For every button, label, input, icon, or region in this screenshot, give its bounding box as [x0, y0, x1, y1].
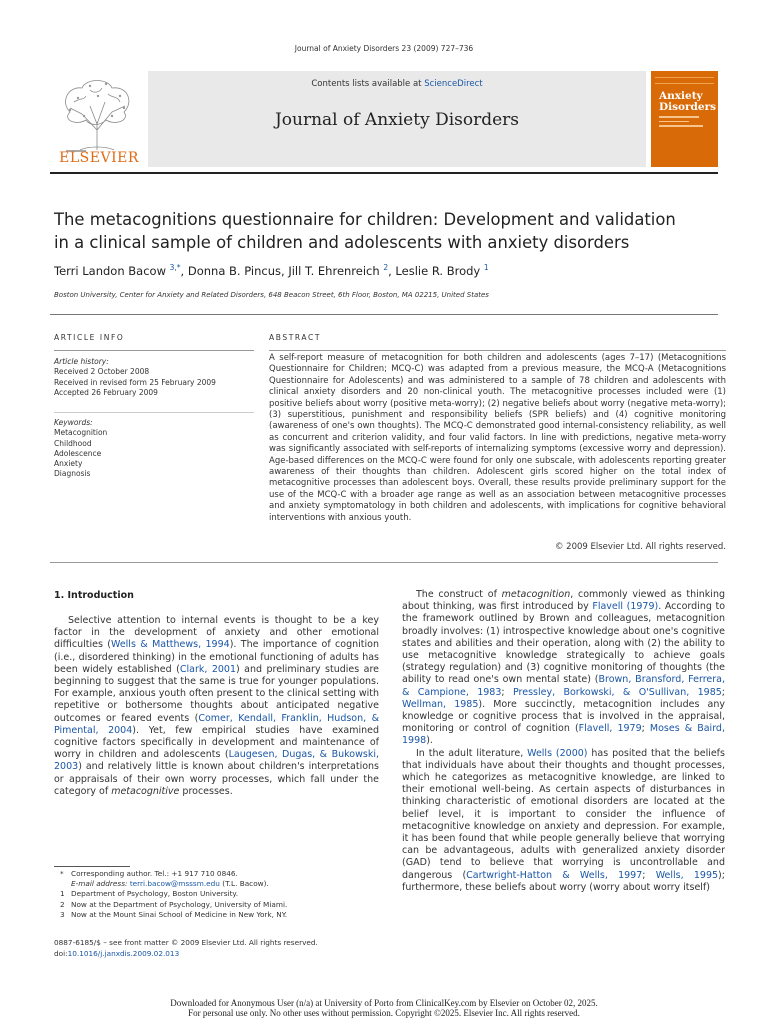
keyword: Anxiety [54, 459, 83, 469]
keyword: Diagnosis [54, 469, 91, 479]
paragraph: Selective attention to internal events is thought to be a key factor in the development of anxiety and other emotional difficulties (Wells & Matthews, 1994). The importance of cognition (i.e., disordered thinking) in the emotional functioning of adults has been widely established (Clark, 2001) and preliminary studies are beginning to suggest that the same is true for younger populations. For example, anxious youth often present to the clinical setting with repetitive or bothersome thoughts about anticipated negative outcomes or feared events (Comer, Kendall, Franklin, Hudson, & Pimental, 2004). Yet, few empirical studies have examined cognitive factors specifically in development and maintenance of worry in children and adolescents (Laugesen, Dugas, & Bukowski, 2003) and relatively little is known about children's interpretations or appraisals of their own worry processes, which fall under the category of metacognitive processes. [54, 615, 380, 797]
citation-link[interactable]: Pressley, Borkowski, & O'Sullivan, 1985 [512, 686, 722, 698]
author-list: Terri Landon Bacow $^{3,*}$, Donna B. Pincus, Jill T. Ehrenreich $^2$, Leslie R. Brody $^1$ [54, 263, 489, 278]
header-rule [50, 172, 718, 174]
footnote [54, 889, 384, 899]
body-column-left [54, 615, 379, 798]
sciencedirect-link[interactable]: ScienceDirect [424, 79, 483, 89]
footnote-text: Now at the Department of Psychology, University of Miami. [71, 899, 288, 909]
article-title [54, 208, 734, 254]
citation-link[interactable]: Brown, Bransford, Ferrera, & Campione, 1983 [402, 674, 725, 698]
article-history [54, 357, 254, 398]
contents-prefix: Contents lists available at [311, 79, 425, 89]
footnote [54, 910, 384, 920]
divider [50, 314, 718, 315]
keyword: Childhood [54, 438, 92, 448]
citation-link[interactable]: Laugesen, Dugas, & Bukowski, 2003 [54, 749, 379, 773]
author-affiliation-mark[interactable]: 3,* [169, 263, 181, 272]
footnote-rule [54, 866, 130, 867]
keyword: Adolescence [54, 448, 102, 458]
email-link[interactable]: terri.bacow@msssm.edu [129, 879, 220, 889]
affiliation: Boston University, Center for Anxiety and Related Disorders, 648 Beacon Street, 6th Floor, Boston, MA 02215, United States [54, 291, 489, 299]
accepted-date: Accepted 26 February 2009 [54, 387, 158, 397]
article-title-line1: The metacognitions questionnaire for children: Development and validation [54, 210, 676, 229]
history-label: Article history: [54, 357, 109, 366]
abstract-heading: ABSTRACT [269, 333, 322, 342]
citation-link[interactable]: Wells (2000) [527, 747, 588, 759]
footnote-mark: 3 [60, 909, 65, 919]
divider [54, 350, 254, 351]
citation-link[interactable]: Wells, 1995 [655, 869, 719, 881]
elsevier-wordmark: ELSEVIER [59, 150, 139, 166]
journal-title: Journal of Anxiety Disorders [274, 110, 520, 130]
download-notice-line2: For personal use only. No other uses without permission. Copyright ©2025. Elsevier Inc. All rights reserved. [188, 1008, 580, 1018]
divider [50, 562, 718, 563]
running-head: Journal of Anxiety Disorders 23 (2009) 727–736 [294, 44, 474, 53]
paragraph: The construct of metacognition, commonly viewed as thinking about thinking, was first introduced by Flavell (1979). According to the framework outlined by Brown and colleagues, metacognition broadly involves: (1) introspective knowledge about one's cognitive states and abilities and their operation, along with (2) the ability to use metacognitive knowledge strategically to achieve goals (strategy regulation) and (3) cognitive monitoring of thoughts (the ability to read one's own mental state) (Brown, Bransford, Ferrera, & Campione, 1983; Pressley, Borkowski, & O'Sullivan, 1985; Wellman, 1985). More succinctly, metacognition includes any knowledge or cognitive process that is involved in the appraisal, monitoring or control of cognition (Flavell, 1979; Moses & Baird, 1998). [402, 589, 726, 747]
citation-link[interactable]: Flavell, 1979 [578, 723, 642, 735]
abstract-text: A self-report measure of metacognition for both children and adolescents (ages 7–17) (Metacognitions Questionnaire for Children; MCQ-C) was adapted from a previous measure, the MCQ-A (Metacognitions Questionnaire for Adolescents) and was administered to a sample of 78 children and adolescents with clinical anxiety disorders and 20 non-clinical youth. The metacognitive processes included were (1) positive beliefs about worry (positive meta-worry); (2) negative beliefs about worry (negative meta-worry); (3) superstitious, punishment and responsibility beliefs (SPR beliefs) and (4) cognitive monitoring (awareness of one's own thoughts). The MCQ-C demonstrated good internal-consistency reliability, as well as concurrent and criterion validity, and four valid factors. In line with predictions, negative meta-worry was significantly associated with self-reports of internalizing symptoms (excessive worry and depression). Age-based differences on the MCQ-C were found for only one subscale, with adolescents reporting greater awareness of their thoughts than children. Adolescent girls scored higher on the total index of metacognitive processes than adolescent boys. Overall, these results provide preliminary support for the use of the MCQ-C with a broader age range as well as an association between metacognitive processes and anxiety symptomatology in both children and adolescents, with implications for cognitive behavioral interventions with anxious youth. [269, 353, 726, 523]
footnote [54, 900, 384, 910]
footnote-text: Corresponding author. Tel.: +1 917 710 0846. [71, 869, 238, 878]
divider [269, 350, 726, 351]
download-notice-line1: Downloaded for Anonymous User (n/a) at University of Porto from ClinicalKey.com by Elsevier on October 02, 2025. [170, 998, 598, 1008]
citation-link[interactable]: Wells & Matthews, 1994 [110, 639, 230, 651]
revised-date: Received in revised form 25 February 2009 [54, 377, 216, 387]
footnote [54, 879, 384, 889]
doi-link[interactable]: 10.1016/j.janxdis.2009.02.013 [67, 949, 180, 958]
author-name: Leslie R. Brody [395, 263, 481, 278]
footnote [54, 869, 384, 879]
elsevier-logo [50, 72, 146, 167]
citation-link[interactable]: Comer, Kendall, Franklin, Hudson, & Pimental, 2004 [54, 712, 379, 736]
journal-cover [651, 71, 718, 167]
cover-title-line1: Anxiety [659, 90, 703, 102]
citation-link[interactable]: Wellman, 1985 [402, 698, 479, 710]
body-column-right [402, 589, 725, 894]
article-info-heading: ARTICLE INFO [54, 333, 125, 342]
abstract-copyright: © 2009 Elsevier Ltd. All rights reserved. [554, 542, 726, 552]
paragraph: In the adult literature, Wells (2000) has posited that the beliefs that individuals have about their thoughts and thought processes, which he categorizes as metacognitive knowledge, are linked to their emotional well-being. As certain aspects of disturbances in thinking characteristic of emotional disorders are located at the belief level, it is important to consider the influence of metacognitive knowledge on anxiety and depression. For example, it has been found that while people generally believe that worrying can be advantageous, adults with generalized anxiety disorder (GAD) tend to believe that worrying is uncontrollable and dangerous (Cartwright-Hatton & Wells, 1997; Wells, 1995); furthermore, these beliefs about worry (worry about worry itself) [402, 747, 725, 893]
footnote-text: Department of Psychology, Boston University. [71, 889, 239, 899]
footnote-text: (T.L. Bacow). [219, 879, 269, 889]
keywords [54, 418, 254, 480]
author-name: Terri Landon Bacow [54, 263, 166, 278]
footnotes [54, 869, 384, 920]
author-affiliation-mark[interactable]: 1 [483, 263, 489, 272]
received-date: Received 2 October 2008 [54, 367, 150, 377]
keywords-label: Keywords: [54, 418, 93, 427]
citation-link[interactable]: Flavell (1979) [592, 601, 659, 613]
footnote-mark: 2 [60, 899, 65, 909]
cover-title-line2: Disorders [659, 101, 717, 113]
contents-line [148, 79, 646, 89]
divider [54, 412, 254, 413]
citation-link[interactable]: Clark, 2001 [179, 663, 236, 675]
doi-prefix: doi: [54, 949, 68, 958]
author-name: Jill T. Ehrenreich [288, 263, 380, 278]
emphasis: metacognition [501, 589, 571, 600]
footnote-mark: 1 [60, 889, 65, 899]
footnote-mark: * [60, 869, 64, 878]
citation-link[interactable]: Moses & Baird, 1998 [402, 723, 725, 747]
author-affiliation-mark[interactable]: 2 [383, 263, 389, 272]
download-notice [0, 998, 768, 1018]
footnote-text: Now at the Mount Sinai School of Medicine in New York, NY. [71, 909, 288, 919]
email-label: E-mail address: [71, 879, 130, 889]
emphasis: metacognitive [111, 785, 180, 797]
keyword: Metacognition [54, 428, 108, 438]
citation-link[interactable]: Cartwright-Hatton & Wells, 1997 [466, 869, 643, 881]
article-title-line2: in a clinical sample of children and adolescents with anxiety disorders [54, 233, 630, 252]
issn-block [54, 937, 384, 959]
author-name: Donna B. Pincus [187, 263, 281, 278]
section-title: 1. Introduction [54, 590, 134, 601]
issn-line: 0887-6185/$ – see front matter © 2009 Elsevier Ltd. All rights reserved. [54, 938, 318, 947]
